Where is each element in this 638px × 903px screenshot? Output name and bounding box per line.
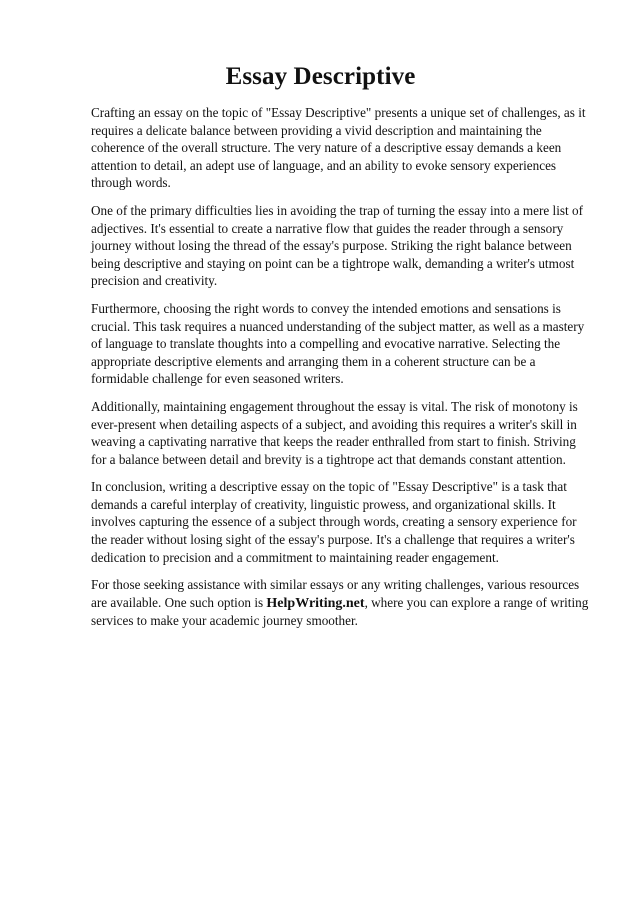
paragraph-5: In conclusion, writing a descriptive essay on the topic of "Essay Descriptive" is a task that demands a careful interplay of creativity, linguistic prowess, and organizational skills. It involves capturing the essence of a subject through words, creating a sensory experience for the reader without losing sight of the essay's purpose. It's a challenge that requires a writer's dedication to precision and a commitment to maintaining reader engagement. (91, 479, 577, 565)
paragraph-1: Crafting an essay on the topic of "Essay Descriptive" presents a unique set of challenges, as it requires a delicate balance between providing a vivid description and maintaining the coherence of the overall structure. The very nature of a descriptive essay demands a keen attention to detail, an adept use of language, and an ability to evoke sensory experiences through words. (91, 105, 586, 191)
closing-paragraph (91, 576, 592, 630)
paragraph-4: Additionally, maintaining engagement throughout the essay is vital. The risk of monotony is ever-present when detailing aspects of a subject, and avoiding this requires a writer's skill in weaving a captivating narrative that keeps the reader enthralled from start to finish. Striving for a balance between detail and brevity is a tightrope act that demands constant attention. (91, 398, 578, 467)
paragraph-3: Furthermore, choosing the right words to convey the intended emotions and sensations is crucial. This task requires a nuanced understanding of the subject matter, as well as a mastery of language to translate thoughts into a compelling and evocative narrative. Selecting the appropriate descriptive elements and arranging them in a coherent structure can be a formidable challenge for even seasoned writers. (91, 300, 585, 387)
closing-text-after: , where you can explore a range of writing services to make your academic journey smoother. (91, 594, 589, 629)
document-title: Essay Descriptive (225, 63, 416, 90)
helpwriting-link[interactable]: HelpWriting.net (266, 595, 365, 611)
closing-text-before: For those seeking assistance with similar essays or any writing challenges, various resources are available. One such option is (91, 577, 580, 610)
paragraph-2: One of the primary difficulties lies in avoiding the trap of turning the essay into a mere list of adjectives. It's essential to create a narrative flow that guides the reader through a sensory journey without losing the thread of the essay's purpose. Striking the right balance between being descriptive and staying on point can be a tightrope walk, demanding a writer's utmost precision and creativity. (91, 202, 583, 289)
